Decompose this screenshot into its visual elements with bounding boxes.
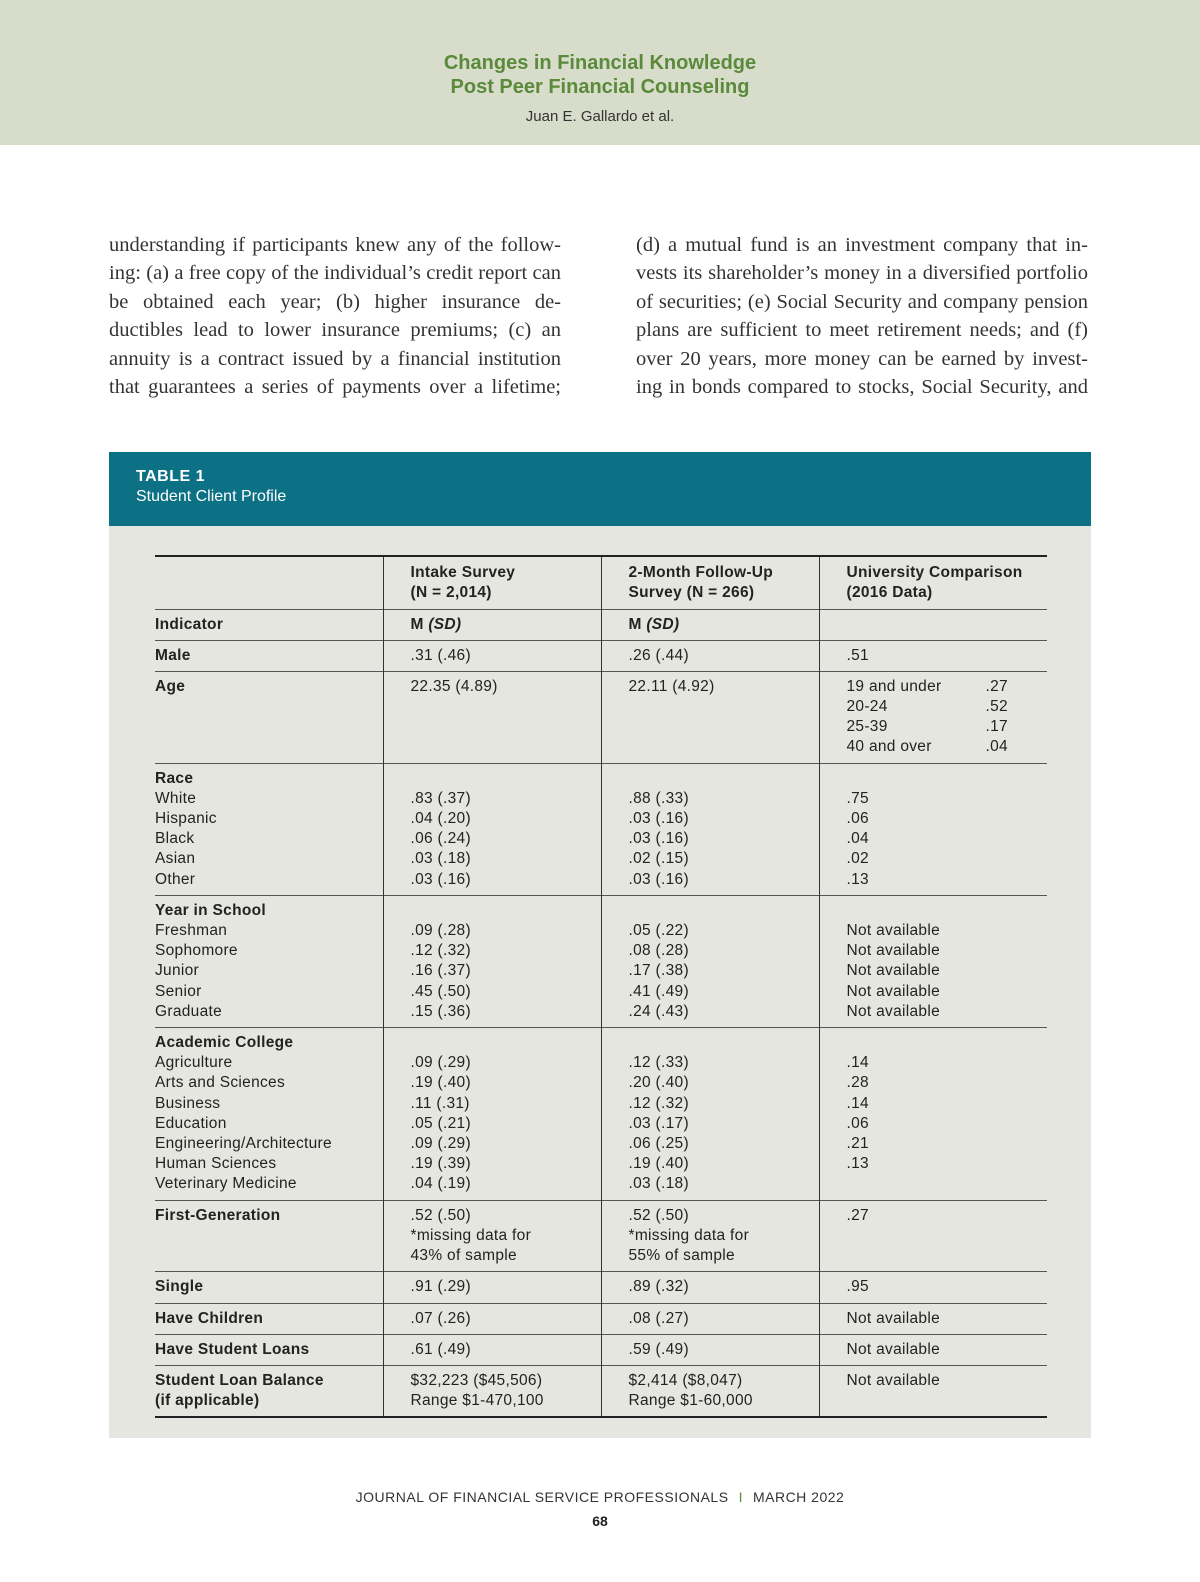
followup-value: .41 (.49) (628, 982, 689, 1000)
intake-value: .06 (.24) (410, 830, 471, 848)
intake-range: Range $1-470,100 (410, 1392, 544, 1410)
university-age-groups (819, 671, 1047, 763)
university-value: Not available (846, 922, 941, 940)
college-intake-values (383, 1028, 601, 1201)
body-paragraph-right: (d) a mutual fund is an investment company that in-vests its shareholder’s money in a diversified portfolio of securities; (e) Social Security and company pension plans are sufficient to meet retirement needs; and (f) over 20 years, more money can be earned by invest-ing in bonds compared to stocks, Social Security, and (636, 234, 1088, 399)
table-row-race (155, 763, 1047, 895)
table-panel (109, 526, 1091, 1438)
row-label: Engineering/Architecture (155, 1135, 332, 1153)
article-title (0, 51, 1200, 99)
intake-value: $32,223 ($45,506) (410, 1371, 543, 1389)
followup-value: $2,414 ($8,047) (628, 1371, 743, 1389)
followup-value: .03 (.17) (628, 1114, 689, 1132)
stat-m: M (410, 616, 424, 634)
row-label: Have Children (155, 1303, 383, 1334)
followup-header-line1: 2-Month Follow-Up (628, 564, 774, 581)
row-label: Veterinary Medicine (155, 1175, 297, 1193)
year-followup-values (601, 895, 819, 1027)
first-gen-followup (601, 1200, 819, 1272)
intake-header-line2: (N = 2,014) (410, 584, 492, 602)
page-footer (0, 1489, 1200, 1505)
university-value: .13 (846, 870, 869, 888)
university-header-line1: University Comparison (846, 564, 1023, 581)
group-heading: Race (155, 769, 194, 787)
university-value: Not available (819, 1365, 1047, 1417)
followup-value: .12 (.32) (628, 1094, 689, 1112)
race-labels (155, 763, 383, 895)
row-label: Asian (155, 850, 196, 868)
intake-stat-label (383, 610, 601, 640)
intake-value: .03 (.18) (410, 850, 471, 868)
followup-value: .59 (.49) (601, 1334, 819, 1365)
year-labels (155, 895, 383, 1027)
followup-value: .03 (.16) (628, 810, 689, 828)
table-caption: Student Client Profile (136, 488, 287, 505)
intake-value: .11 (.31) (410, 1094, 470, 1112)
balance-label (155, 1365, 383, 1417)
followup-value: .02 (.15) (628, 850, 689, 868)
race-university-values (819, 763, 1047, 895)
age-group-name: 25-39 (846, 718, 888, 736)
missing-data-note: 43% of sample (410, 1247, 517, 1265)
intake-value: .16 (.37) (410, 962, 471, 980)
university-value: .27 (819, 1200, 1047, 1272)
followup-value: .03 (.18) (628, 1175, 689, 1193)
balance-intake (383, 1365, 601, 1417)
intake-survey-header (383, 556, 601, 610)
missing-data-note: 55% of sample (628, 1247, 735, 1265)
followup-value: .52 (.50) (628, 1206, 689, 1224)
row-label: Student Loan Balance (155, 1371, 324, 1389)
followup-value: .08 (.28) (628, 942, 689, 960)
university-value: Not available (846, 962, 941, 980)
missing-data-note: *missing data for (628, 1226, 750, 1244)
university-value: .14 (846, 1054, 869, 1072)
university-value: Not available (846, 982, 941, 1000)
group-heading: Academic College (155, 1034, 294, 1052)
intake-value: .09 (.29) (410, 1135, 471, 1153)
row-label: Graduate (155, 1002, 223, 1020)
age-group-name: 19 and under (846, 677, 942, 695)
row-label-qualifier: (if applicable) (155, 1392, 260, 1410)
intake-value: .19 (.40) (410, 1074, 471, 1092)
university-value: .04 (846, 830, 869, 848)
running-header (0, 0, 1200, 145)
age-group-value: .27 (985, 677, 1008, 695)
followup-value: .03 (.16) (628, 830, 689, 848)
stat-sd: (SD) (646, 616, 680, 634)
intake-value: .91 (.29) (383, 1272, 601, 1303)
intake-value: .07 (.26) (383, 1303, 601, 1334)
university-value: .21 (846, 1135, 869, 1153)
followup-value: .17 (.38) (628, 962, 689, 980)
row-label: Freshman (155, 922, 228, 940)
stat-sd: (SD) (428, 616, 462, 634)
intake-value: .09 (.29) (410, 1054, 471, 1072)
university-value: .14 (846, 1094, 869, 1112)
indicator-label: Indicator (155, 610, 383, 640)
article-title-line1: Changes in Financial Knowledge (443, 52, 757, 74)
table-row-academic-college (155, 1028, 1047, 1201)
age-group-value: .04 (985, 738, 1008, 756)
followup-value: .05 (.22) (628, 922, 689, 940)
followup-value: .03 (.16) (628, 870, 689, 888)
university-value: .02 (846, 850, 869, 868)
followup-value: .08 (.27) (601, 1303, 819, 1334)
table-row-have-children (155, 1303, 1047, 1334)
university-value: .75 (846, 789, 869, 807)
row-label: Sophomore (155, 942, 238, 960)
missing-data-note: *missing data for (410, 1226, 532, 1244)
row-label: Male (155, 640, 383, 671)
year-university-values (819, 895, 1047, 1027)
table-row-male (155, 640, 1047, 671)
row-label: White (155, 789, 197, 807)
article-title-line2: Post Peer Financial Counseling (450, 76, 750, 98)
university-value: .13 (846, 1155, 869, 1173)
row-label: Other (155, 870, 196, 888)
row-label: Agriculture (155, 1054, 233, 1072)
university-value: Not available (819, 1334, 1047, 1365)
intake-value: .03 (.16) (410, 870, 471, 888)
age-group-value: .17 (985, 718, 1008, 736)
row-label: Education (155, 1114, 227, 1132)
table-column-header-row (155, 556, 1047, 610)
balance-followup (601, 1365, 819, 1417)
age-group-name: 40 and over (846, 738, 932, 756)
body-paragraph-left: understanding if participants knew any of the follow-ing: (a) a free copy of the individual’s credit report can be obtained each year; (b) higher insurance de-ductibles lead to lower insurance premiums; (c) an annuity is a contract issued by a financial institution that guarantees a series of payments over a lifetime; (109, 234, 561, 399)
row-label: Arts and Sciences (155, 1074, 286, 1092)
table-row-year-in-school (155, 895, 1047, 1027)
intake-value: .61 (.49) (383, 1334, 601, 1365)
intake-header-line1: Intake Survey (410, 564, 516, 581)
university-comparison-header (819, 556, 1047, 610)
row-label: Black (155, 830, 195, 848)
intake-value: .52 (.50) (410, 1206, 471, 1224)
followup-value: .06 (.25) (628, 1135, 689, 1153)
age-group-name: 20-24 (846, 698, 888, 716)
indicator-row (155, 610, 1047, 640)
group-heading: Year in School (155, 901, 267, 919)
university-value: .51 (819, 640, 1047, 671)
followup-value: .20 (.40) (628, 1074, 689, 1092)
intake-value: .83 (.37) (410, 789, 471, 807)
followup-range: Range $1-60,000 (628, 1392, 753, 1410)
followup-value: .88 (.33) (628, 789, 689, 807)
row-label: Human Sciences (155, 1155, 277, 1173)
race-followup-values (601, 763, 819, 895)
page-number: 68 (592, 1513, 608, 1529)
followup-value: 22.11 (4.92) (601, 671, 819, 763)
first-gen-intake (383, 1200, 601, 1272)
row-label: Age (155, 671, 383, 763)
journal-name: JOURNAL OF FINANCIAL SERVICE PROFESSIONALS (355, 1489, 729, 1505)
footer-separator: I (738, 1489, 743, 1505)
age-group-value: .52 (985, 698, 1008, 716)
followup-survey-header (601, 556, 819, 610)
intake-value: .45 (.50) (410, 982, 471, 1000)
table-row-first-generation (155, 1200, 1047, 1272)
table-row-have-student-loans (155, 1334, 1047, 1365)
intake-value: .19 (.39) (410, 1155, 471, 1173)
university-value: .06 (846, 810, 869, 828)
university-value: .06 (846, 1114, 869, 1132)
followup-value: .24 (.43) (628, 1002, 689, 1020)
university-value: Not available (846, 1002, 941, 1020)
university-value: .28 (846, 1074, 869, 1092)
intake-value: .15 (.36) (410, 1002, 471, 1020)
table-title-bar (109, 452, 1091, 526)
intake-value: 22.35 (4.89) (383, 671, 601, 763)
row-label: Have Student Loans (155, 1334, 383, 1365)
intake-value: .05 (.21) (410, 1114, 471, 1132)
university-header-line2: (2016 Data) (846, 584, 933, 602)
college-followup-values (601, 1028, 819, 1201)
university-stat-label (819, 610, 1047, 640)
row-label: Hispanic (155, 810, 217, 828)
university-value: Not available (819, 1303, 1047, 1334)
university-value: Not available (846, 942, 941, 960)
article-author: Juan E. Gallardo et al. (525, 108, 675, 125)
table-row-student-loan-balance (155, 1365, 1047, 1417)
row-label: Senior (155, 982, 202, 1000)
intake-value: .04 (.19) (410, 1175, 471, 1193)
table-row-age (155, 671, 1047, 763)
intake-value: .09 (.28) (410, 922, 471, 940)
empty-header-cell (155, 556, 383, 610)
followup-value: .19 (.40) (628, 1155, 689, 1173)
intake-value: .31 (.46) (383, 640, 601, 671)
followup-stat-label (601, 610, 819, 640)
row-label: Single (155, 1272, 383, 1303)
followup-value: .89 (.32) (601, 1272, 819, 1303)
stat-m: M (628, 616, 642, 634)
table-row-single (155, 1272, 1047, 1303)
issue-date: MARCH 2022 (752, 1489, 845, 1505)
race-intake-values (383, 763, 601, 895)
followup-value: .26 (.44) (601, 640, 819, 671)
row-label: First-Generation (155, 1200, 383, 1272)
student-profile-table (155, 555, 1047, 1418)
year-intake-values (383, 895, 601, 1027)
row-label: Business (155, 1094, 221, 1112)
row-label: Junior (155, 962, 200, 980)
followup-header-line2: Survey (N = 266) (628, 584, 755, 602)
followup-value: .12 (.33) (628, 1054, 689, 1072)
college-university-values (819, 1028, 1047, 1201)
university-value: .95 (819, 1272, 1047, 1303)
intake-value: .04 (.20) (410, 810, 471, 828)
college-labels (155, 1028, 383, 1201)
intake-value: .12 (.32) (410, 942, 471, 960)
table-label: TABLE 1 (136, 468, 205, 485)
